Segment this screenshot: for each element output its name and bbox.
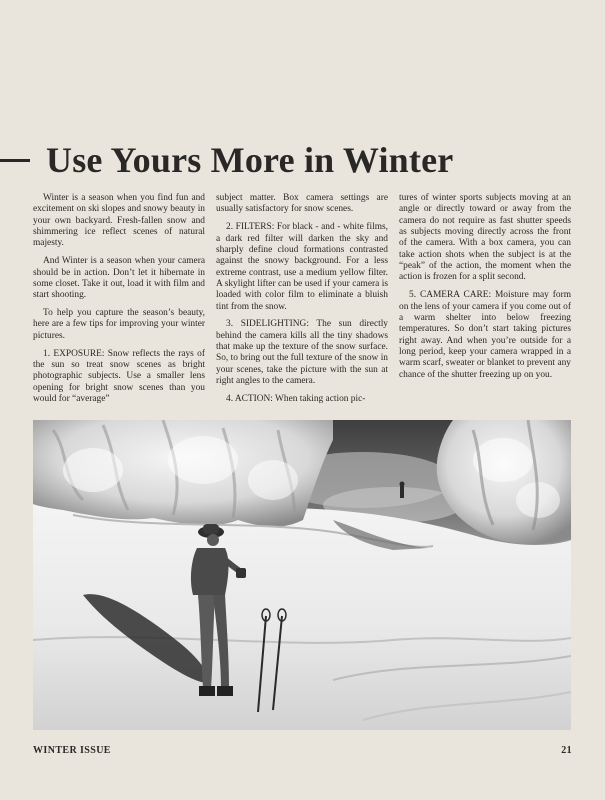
winter-skier-photo bbox=[33, 420, 571, 730]
title-dash bbox=[0, 159, 30, 162]
paragraph: 3. SIDELIGHTING: The sun directly behind the camera kills all the tiny shadows that make up the texture of the snow surface. So, to bring out the full texture of the snow in your scenes, take the picture with the sun at right angles to the camera. bbox=[216, 319, 388, 387]
title-row bbox=[0, 140, 605, 180]
paragraph: And Winter is a season when your camera should be in action. Don’t let it hibernate in some closet. Take it out, load it with film and start shooting. bbox=[33, 256, 205, 301]
article-body bbox=[33, 193, 571, 408]
page-number: 21 bbox=[561, 745, 572, 756]
paragraph: 4. ACTION: When taking action pic- bbox=[226, 394, 366, 404]
paragraph: Winter is a season when you find fun and excitement on ski slopes and snowy beauty in your own backyard. Fresh-fallen snow and shimmering ice reflect scenes of natural majesty. bbox=[33, 193, 205, 249]
paragraph: 5. CAMERA CARE: Moisture may form on the lens of your camera if you come out of a warm shelter into below freezing temperatures. So don’t start taking pictures right away. And when you’re outside for a long period, keep your camera wrapped in a warm scarf, sweater or blanket to prevent any chance of the shutter freezing up on you. bbox=[399, 290, 571, 380]
paragraph: tures of winter sports subjects moving at an angle or directly toward or away from the camera do not require as fast shutter speeds as subjects moving directly across the front of the camera. With a box camera, you can take action shots when the subject is at the “peak” of the action, the moment when the action is frozen for a split second. bbox=[399, 193, 571, 283]
column-3 bbox=[399, 193, 571, 408]
paragraph: 2. FILTERS: For black - and - white films, a dark red filter will darken the sky and sharply define cloud formations contrasted against the snowy background. For a less extreme contrast, use a medium yellow filter. A skylight lifter can be used if your camera is loaded with color film to eliminate a bluish tint from the snow. bbox=[216, 222, 388, 312]
paragraph: 1. EXPOSURE: Snow reflects the rays of the sun so treat snow scenes as bright photographic subjects. Use a smaller lens opening for bright snow scenes than you would for “average” bbox=[33, 348, 205, 404]
column-1 bbox=[33, 193, 205, 408]
footer-issue-label: WINTER ISSUE bbox=[33, 745, 111, 756]
paragraph: To help you capture the season’s beauty, here are a few tips for improving your winter pictures. bbox=[33, 308, 205, 341]
article-title: Use Yours More in Winter bbox=[46, 140, 454, 180]
column-2 bbox=[216, 193, 388, 408]
paragraph: subject matter. Box camera settings are usually satisfactory for snow scenes. bbox=[216, 193, 388, 215]
